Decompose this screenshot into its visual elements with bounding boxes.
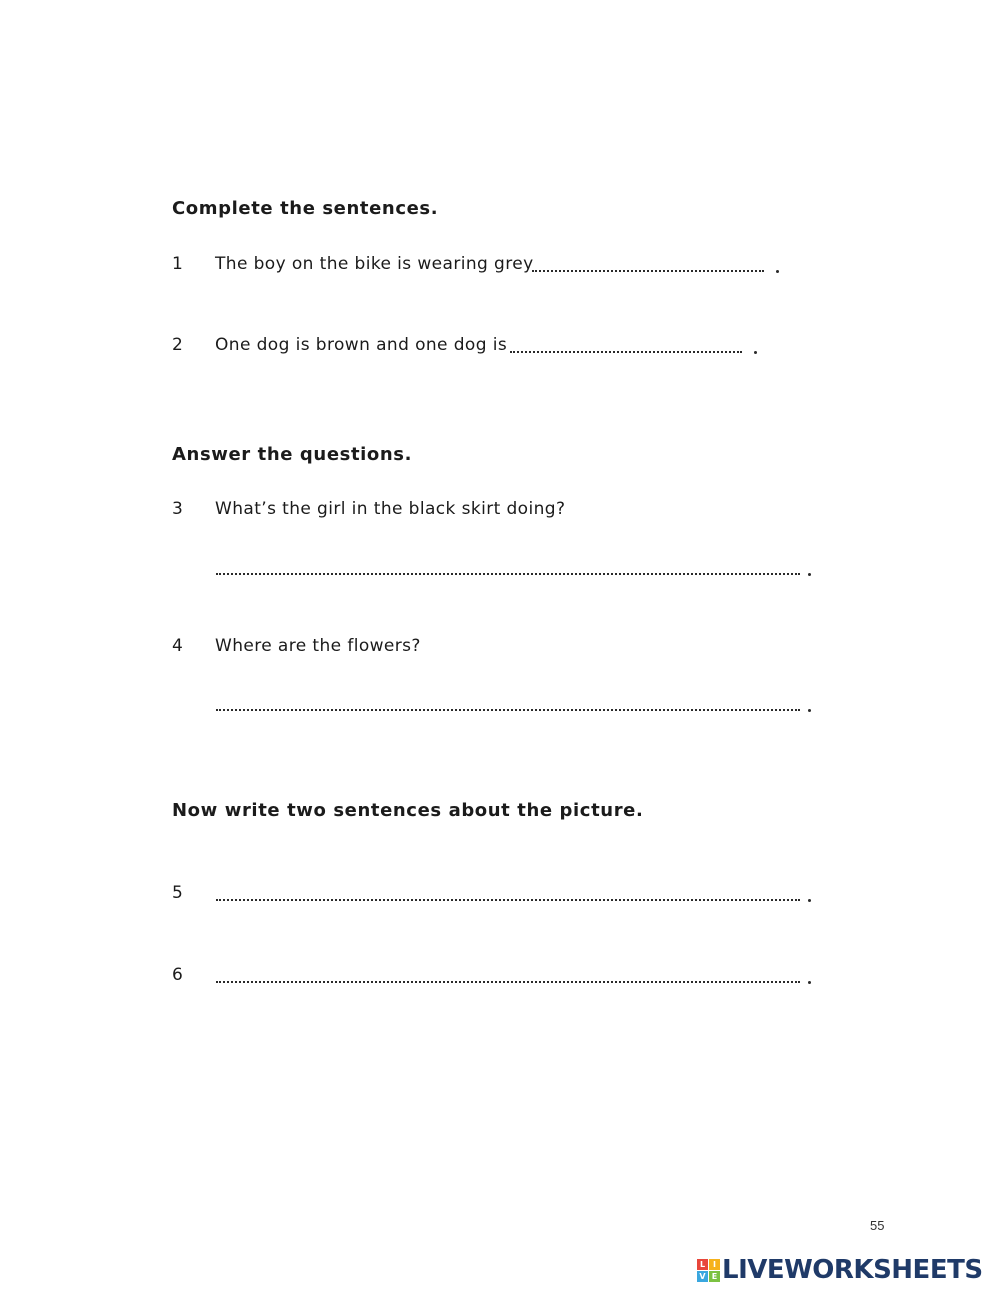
logo-blocks-icon — [697, 1259, 720, 1282]
liveworksheets-logo[interactable] — [697, 1255, 983, 1285]
answer-blank-3[interactable] — [216, 573, 800, 575]
full-stop-1 — [776, 270, 779, 273]
item-number-5: 5 — [172, 883, 184, 903]
section-heading-answer: Answer the questions. — [172, 444, 413, 465]
item-number-3: 3 — [172, 499, 184, 519]
item-text-2: One dog is brown and one dog is — [215, 335, 508, 355]
item-number-2: 2 — [172, 335, 184, 355]
item-number-6: 6 — [172, 965, 184, 985]
item-text-4: Where are the flowers? — [215, 636, 421, 656]
full-stop-3 — [808, 573, 811, 576]
logo-block-e: E — [709, 1271, 720, 1282]
answer-blank-5[interactable] — [216, 899, 800, 901]
page-number: 55 — [870, 1218, 885, 1233]
answer-blank-1[interactable] — [532, 270, 764, 272]
section-heading-write: Now write two sentences about the picture. — [172, 800, 644, 821]
full-stop-2 — [754, 351, 757, 354]
logo-block-i: I — [709, 1259, 720, 1270]
logo-block-l: L — [697, 1259, 708, 1270]
section-heading-complete: Complete the sentences. — [172, 198, 439, 219]
item-text-1: The boy on the bike is wearing grey — [215, 254, 534, 274]
logo-wordmark: LIVEWORKSHEETS — [722, 1255, 983, 1285]
item-number-1: 1 — [172, 254, 184, 274]
full-stop-6 — [808, 981, 811, 984]
item-number-4: 4 — [172, 636, 184, 656]
answer-blank-6[interactable] — [216, 981, 800, 983]
full-stop-5 — [808, 899, 811, 902]
answer-blank-2[interactable] — [510, 351, 742, 353]
full-stop-4 — [808, 709, 811, 712]
answer-blank-4[interactable] — [216, 709, 800, 711]
item-text-3: What’s the girl in the black skirt doing? — [215, 499, 566, 519]
logo-block-v: V — [697, 1271, 708, 1282]
